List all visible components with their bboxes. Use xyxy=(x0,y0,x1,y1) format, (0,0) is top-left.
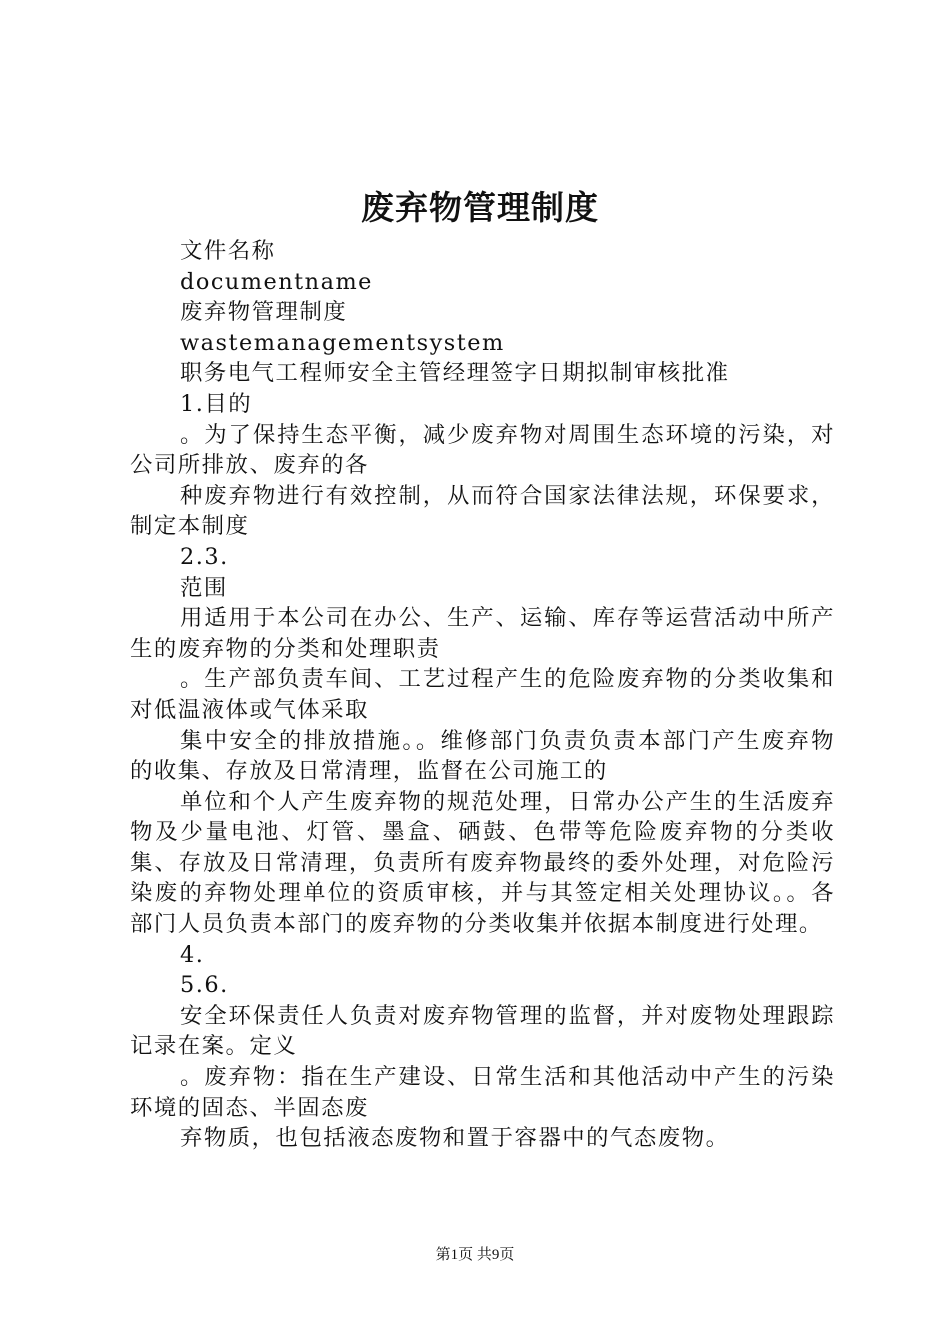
paragraph: 弃物质，也包括液态废物和置于容器中的气态废物。 xyxy=(180,1125,730,1152)
paragraph: 1.目的 xyxy=(180,390,253,417)
paragraph: 集中安全的排放措施。。维修部门负责负责本部门产生废弃物的收集、存放及日常清理，监督在公司施工的 xyxy=(130,727,835,785)
paragraph: wastemanagementsystem xyxy=(180,329,505,356)
paragraph: 。废弃物：指在生产建设、日常生活和其他活动中产生的污染环境的固态、半固态废 xyxy=(130,1064,835,1121)
paragraph: 4. xyxy=(180,941,205,968)
paragraph: 5.6. xyxy=(180,972,229,999)
paragraph: 。为了保持生态平衡，减少废弃物对周围生态环境的污染，对公司所排放、废弃的各 xyxy=(130,421,835,479)
paragraph: documentname xyxy=(180,268,373,295)
paragraph: 2.3. xyxy=(180,543,229,570)
paragraph: 。生产部负责车间、工艺过程产生的危险废弃物的分类收集和对低温液体或气体采取 xyxy=(130,666,835,723)
page-number-footer: 第1页 共9页 xyxy=(435,1247,515,1263)
paragraph: 单位和个人产生废弃物的规范处理，日常办公产生的生活废弃物及少量电池、灯管、墨盒、硒鼓、色带等危险废弃物的分类收集、存放及日常清理，负责所有废弃物最终的委外处理，对危险污染废的弃物处理单位的资质审核，并与其签定相关处理协议。。各部门人员负责本部门的废弃物的分类收集并依据本制度进行处理。 xyxy=(130,788,835,938)
paragraph: 废弃物管理制度 xyxy=(180,299,348,326)
paragraph: 职务电气工程师安全主管经理签字日期拟制审核批准 xyxy=(180,360,730,387)
paragraph: 文件名称 xyxy=(180,238,276,264)
paragraph: 范围 xyxy=(180,574,228,601)
document-body xyxy=(130,236,835,1154)
document-title: 废弃物管理制度 xyxy=(361,188,599,227)
paragraph: 用适用于本公司在办公、生产、运输、库存等运营活动中所产生的废弃物的分类和处理职责 xyxy=(130,605,835,662)
paragraph: 安全环保责任人负责对废弃物管理的监督，并对废物处理跟踪记录在案。定义 xyxy=(130,1002,835,1060)
paragraph: 种废弃物进行有效控制，从而符合国家法律法规，环保要求，制定本制度 xyxy=(130,482,835,540)
